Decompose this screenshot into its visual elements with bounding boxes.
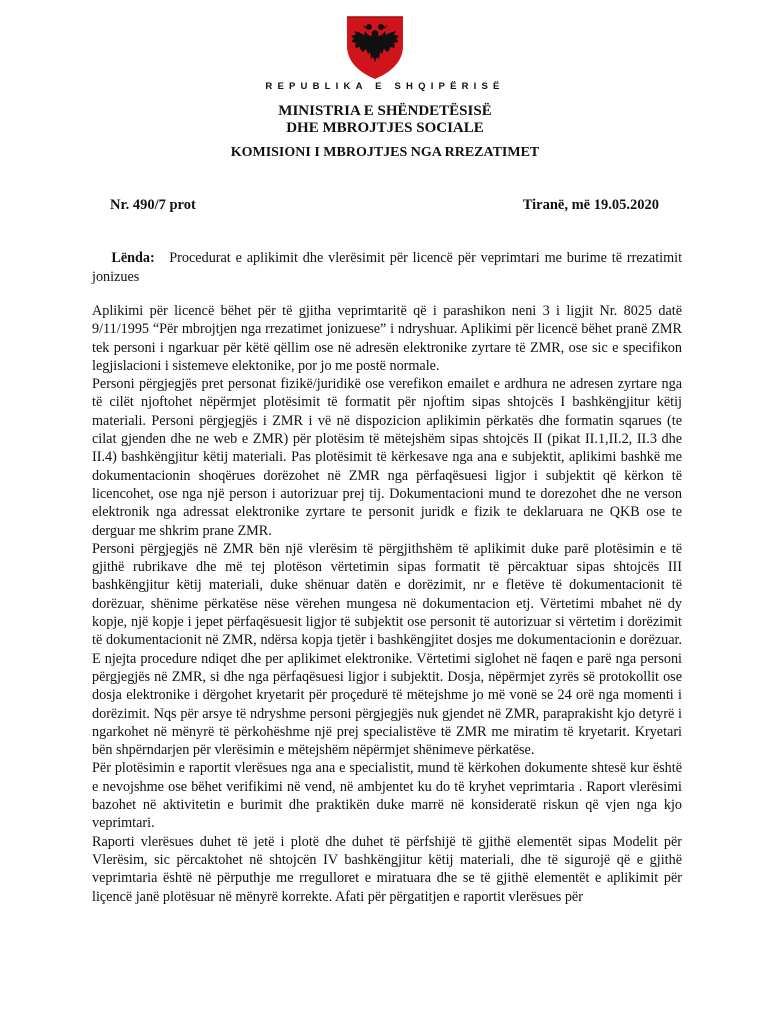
subject-line — [92, 249, 682, 286]
ministry-line-2: DHE MBROJTJES SOCIALE — [286, 120, 484, 136]
paragraph-5: Raporti vlerësues duhet të jetë i plotë dhe duhet të përfshijë të gjithë elementët sipas Modelit për Vlerësim, sic përcaktohet në shtojcën IV bashkëngjitur këtij materiali, dhe të sigurojë që e gjithë veprimtaria është në përputhje me rregulloret e miratuara dhe se të gjithë elementët e aplikimit për liçencë janë plotësuar në mënyrë korrekte. Afati për përgatitjen e raportit vlerësues për — [92, 833, 682, 905]
paragraph-1: Aplikimi për licencë bëhet për të gjitha veprimtaritë që i parashikon neni 3 i ligjit Nr. 8025 datë 9/11/1995 “Për mbrojtjen nga rrezatimet jonizuese” i ndryshuar. Aplikimi për licencë bëhet pranë ZMR tek personi i ngarkuar për këtë qëllim ose në adresën elektronike zyrtare të ZMR, ose sic e specifikon legjislacioni i sistemeve elektonike, por jo me postë normale. — [92, 303, 682, 374]
ministry-line-1: MINISTRIA E SHËNDETËSISË — [278, 103, 492, 119]
document-body — [92, 302, 682, 906]
protocol-number: Nr. 490/7 prot — [110, 197, 196, 213]
ministry-heading — [0, 103, 770, 137]
paragraph-3: Personi përgjegjës në ZMR bën një vlerësim të përgjithshëm të aplikimit duke parë plotësimin e të gjithë rubrikave dhe më tej plotëson vërtetimin sipas formatit të përcaktuar sipas shtojcës III bashkëngjitur këtij materiali, duke shënuar datën e dorëzimit, nr e fletëve të dokumentacionit të dorëzuar, shënime përkatëse nëse vërehen mungesa në dokumentacion etj. Vërtetimi mbahet në dy kopje, një kopje i jepet përfaqësuesit ligjor të subjektit ose personit të autorizuar si vërtetim i dorëzimit të dokumentacionit në ZMR, ndërsa kopja tjetër i bashkëngjitet dosjes me dokumentacionin e dorëzuar. E njejta procedure ndiqet dhe per aplikimet elektronike. Vërtetimi siglohet në faqen e parë nga personi përgjegjës në ZMR, si dhe nga përfaqësuesi ligjor i subjektit. Dosja, nëpërmjet zyrës së protokollit ose dosja elektronike i dërgohet kryetarit për proçedurë të mëtejshme jo më vonë se 24 orë nga momenti i dorëzimit. Nqs për arsye të ndryshme personi përgjegjës nuk gjendet në ZMR, paraprakisht kjo detyrë i ngarkohet në mënyrë të përkohëshme një prej specialistëve të ZMR me miratim të kryetarit. Kryetari bën shpërndarjen për vlerësimin e mëtejshëm nëpërmjet shënimeve përkatëse. — [92, 540, 682, 759]
albanian-emblem-icon — [343, 14, 407, 80]
paragraph-2: Personi përgjegjës pret personat fizikë/juridikë ose verefikon emailet e ardhura ne adresen zyrtare nga të cilët njoftohet nëpërmjet plotësimit të formatit për njoftim sipas shtojcës I bashkëngjitur këtij materiali. Personi përgjegjës i ZMR i vë në dispozicion aplikimin përkatës dhe formatin sqarues (te cilat gjenden dhe ne web e ZMR) për plotësim të mëtejshëm sipas shtojcës II (pikat II.1,II.2, II.3 dhe II.4) bashkëngjitur këtij materiali. Pas plotësimit të kërkesave nga ana e subjektit, aplikimi bashkë me dokumentacionin shoqërues dorëzohet në ZMR nga përfaqësuesi ligjor i subjektit që kërkon të licencohet, ose nga një person i autorizuar prej tij. Dokumentacioni mund te dorezohet dhe ne verson elektronik nga adressat elektronike zyrtare te personit juridk e fizik te deklaruara ne QKB ose te derguar me shkrim prane ZMR. — [92, 376, 682, 539]
subject-label: Lënda: — [111, 250, 155, 266]
commission-heading: KOMISIONI I MBROJTJES NGA RREZATIMET — [230, 145, 540, 160]
country-heading: REPUBLIKA E SHQIPËRISË — [265, 81, 505, 92]
subject-text: Procedurat e aplikimit dhe vlerësimit për licencë për veprimtari me burime të rrezatimit jonizues — [92, 250, 683, 285]
paragraph-4: Për plotësimin e raportit vlerësues nga ana e specialistit, mund të kërkohen dokumente shtesë kur është e nevojshme ose bëhet verifikimi në vend, në ambjentet ku do të kryhet veprimtaria . Raport vlerësimi bazohet në aktivitetin e burimit dhe praktikën duke marrë në konsideratë riskun që vjen nga kjo veprimtari. — [92, 760, 682, 832]
document-date: Tiranë, më 19.05.2020 — [522, 197, 659, 213]
